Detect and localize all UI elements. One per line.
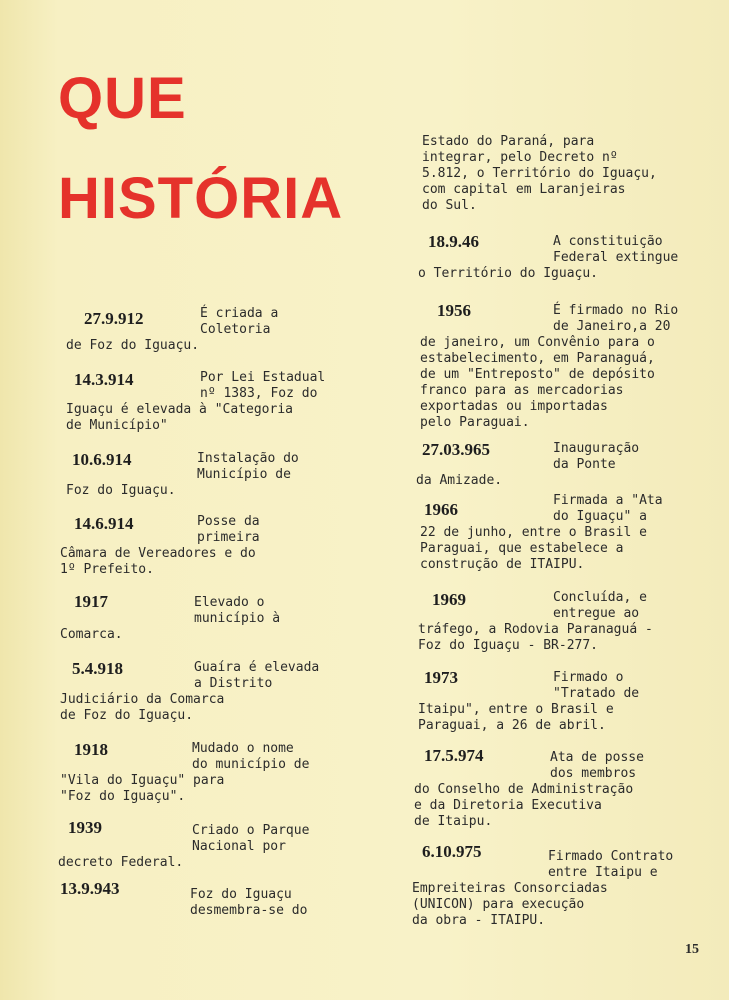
entry-head: Concluída, e entregue ao	[553, 590, 647, 621]
date: 14.6.914	[74, 514, 134, 533]
entry-head: A constituição Federal extingue	[553, 234, 679, 265]
entry-head: Posse da primeira	[197, 514, 260, 545]
date: 1966	[424, 500, 458, 519]
entry-head: Elevado o município à	[194, 595, 281, 626]
entry-head: É criada a Coletoria	[200, 306, 279, 337]
entry-head: Ata de posse dos membros	[550, 750, 644, 781]
entry-tail: "Vila do Iguaçu" para "Foz do Iguaçu".	[60, 773, 225, 804]
entry-head: Firmado o "Tratado de	[553, 670, 640, 701]
entry-head: Foz do Iguaçu desmembra-se do	[190, 887, 308, 918]
right-intro: Estado do Paraná, para integrar, pelo Decreto nº 5.812, o Território do Iguaçu, com capital em Laranjeiras do Sul.	[422, 134, 657, 213]
entry-tail: de janeiro, um Convênio para o estabelecimento, em Paranaguá, de um "Entreposto" de depósito franco para as mercadorias exportadas ou importadas pelo Paraguai.	[420, 335, 655, 430]
entry-head: Firmada a "Ata do Iguaçu" a	[553, 493, 663, 524]
entry-tail: Câmara de Vereadores e do 1º Prefeito.	[60, 546, 256, 577]
entry-tail: de Foz do Iguaçu.	[66, 338, 200, 353]
entry-head: Criado o Parque Nacional por	[192, 823, 310, 854]
entry-tail: o Território do Iguaçu.	[418, 266, 599, 281]
date: 17.5.974	[424, 746, 484, 765]
date: 18.9.46	[428, 232, 479, 251]
entry-head: Instalação do Município de	[197, 451, 299, 482]
date: 1918	[74, 740, 108, 759]
entry-head: Mudado o nome do município de	[192, 741, 310, 772]
entry-tail: Itaipu", entre o Brasil e Paraguai, a 26 de abril.	[418, 702, 614, 733]
date: 27.03.965	[422, 440, 490, 459]
entry-head: Por Lei Estadual nº 1383, Foz do	[200, 370, 326, 401]
entry-tail: Foz do Iguaçu.	[66, 483, 176, 498]
date: 10.6.914	[72, 450, 132, 469]
entry-head: Guaíra é elevada a Distrito	[194, 660, 320, 691]
entry-tail: Comarca.	[60, 627, 123, 642]
title-line-2: HISTÓRIA	[58, 166, 344, 231]
date: 27.9.912	[84, 309, 144, 328]
date: 5.4.918	[72, 659, 123, 678]
entry-tail: Iguaçu é elevada à "Categoria de Município"	[66, 402, 293, 433]
date: 1969	[432, 590, 466, 609]
date: 13.9.943	[60, 879, 120, 898]
date: 1956	[437, 301, 471, 320]
date: 1939	[68, 818, 102, 837]
entry-tail: Empreiteiras Consorciadas (UNICON) para execução da obra - ITAIPU.	[412, 881, 608, 928]
entry-tail: Judiciário da Comarca de Foz do Iguaçu.	[60, 692, 225, 723]
date: 14.3.914	[74, 370, 134, 389]
entry-tail: do Conselho de Administração e da Diretoria Executiva de Itaipu.	[414, 782, 634, 829]
entry-head: Firmado Contrato entre Itaipu e	[548, 849, 674, 880]
date: 6.10.975	[422, 842, 482, 861]
entry-head: Inauguração da Ponte	[553, 441, 640, 472]
entry-tail: tráfego, a Rodovia Paranaguá - Foz do Iguaçu - BR-277.	[418, 622, 653, 653]
title-line-1: QUE	[58, 66, 187, 131]
date: 1973	[424, 668, 458, 687]
entry-tail: decreto Federal.	[58, 855, 184, 870]
entry-head: É firmado no Rio de Janeiro,a 20	[553, 303, 679, 334]
page-number: 15	[685, 942, 699, 957]
date: 1917	[74, 592, 108, 611]
entry-tail: 22 de junho, entre o Brasil e Paraguai, que estabelece a construção de ITAIPU.	[420, 525, 647, 572]
entry-tail: da Amizade.	[416, 473, 503, 488]
